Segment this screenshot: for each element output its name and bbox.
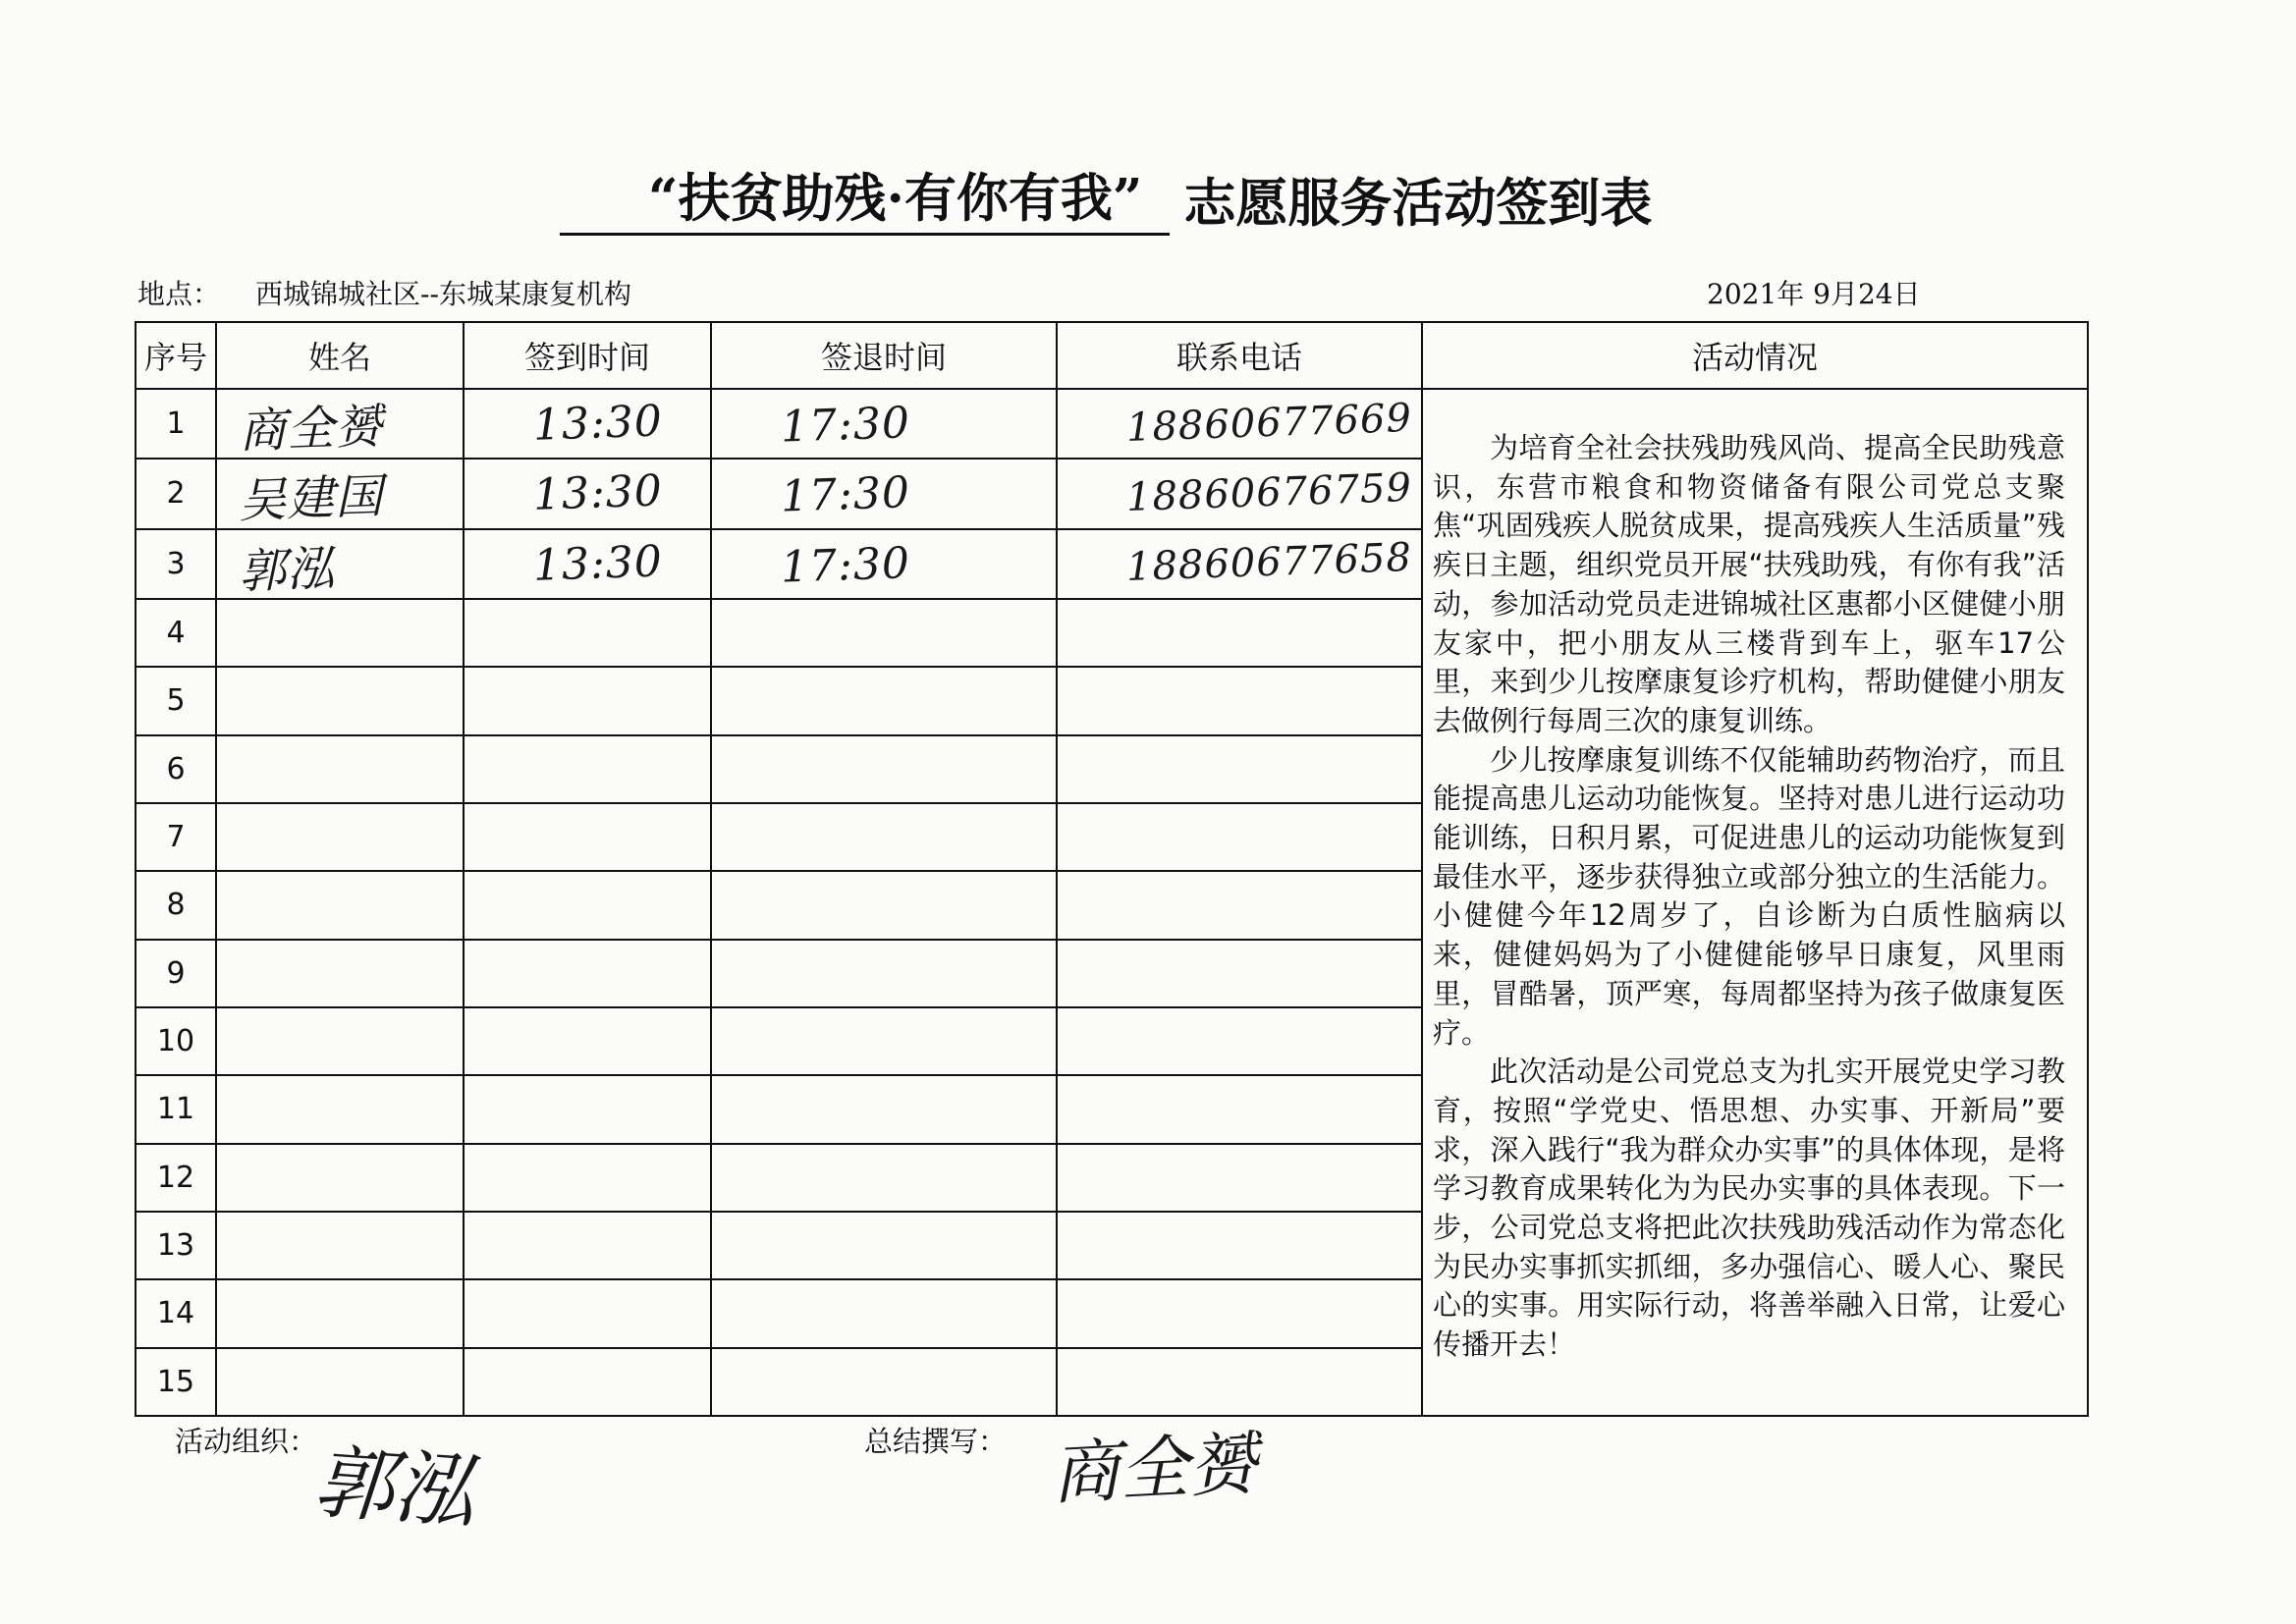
- row-checkout-time: 17:30: [780, 398, 911, 453]
- row-checkout-time-cell: [711, 599, 1057, 667]
- row-name: [217, 1378, 463, 1386]
- row-checkout-time: [712, 695, 1056, 707]
- location: [137, 273, 631, 312]
- row-number: 4: [136, 599, 216, 667]
- activity-paragraph: 此次活动是公司党总支为扎实开展党史学习教育，按照“学党史、悟思想、办实事、开新局”要求，深入践行“我为群众办实事”的具体体现，是将学习教育成果转化为为民办实事的具体表现。下一步，公司党总支将把此次扶残助残活动作为常态化为民办实事抓实抓细，多办强信心、暖人心、聚民心的实事。用实际行动，将善举融入日常，让爱心传播开去！: [1433, 1055, 2065, 1362]
- row-phone: 18860676759: [1125, 464, 1413, 520]
- row-number: 7: [136, 803, 216, 871]
- row-checkout-time: [712, 763, 1056, 775]
- row-name-cell: [216, 803, 464, 871]
- row-checkout-time-cell: [711, 389, 1057, 459]
- row-checkout-time: [712, 1308, 1056, 1320]
- row-checkout-time-cell: [711, 1348, 1057, 1416]
- row-checkin-time: 13:30: [532, 465, 664, 521]
- row-checkout-time: 17:30: [780, 467, 911, 523]
- row-name-cell: [216, 1007, 464, 1075]
- row-name: [217, 1241, 463, 1250]
- row-phone: [1058, 898, 1421, 911]
- row-name: [217, 901, 463, 910]
- row-phone-cell: [1057, 1075, 1422, 1143]
- row-name-cell: [216, 529, 464, 599]
- row-checkin-time-cell: [464, 389, 711, 459]
- summary-label: 总结撰写：: [864, 1425, 1008, 1458]
- row-checkin-time: 13:30: [532, 396, 664, 452]
- row-phone: [1058, 1376, 1421, 1388]
- row-phone: [1058, 1171, 1421, 1184]
- row-name: [217, 1106, 463, 1114]
- row-number: 12: [136, 1144, 216, 1212]
- row-phone: [1058, 1035, 1421, 1048]
- title-rest: 志愿服务活动签到表: [1183, 173, 1653, 234]
- row-checkin-time: [465, 1310, 710, 1319]
- row-checkout-time-cell: [711, 1212, 1057, 1279]
- row-checkout-time: [712, 832, 1056, 843]
- row-checkout-time-cell: [711, 803, 1057, 871]
- row-name-cell: [216, 1075, 464, 1143]
- row-name-cell: [216, 599, 464, 667]
- row-checkin-time-cell: [464, 1212, 711, 1279]
- row-name: [217, 1310, 463, 1319]
- row-name: 郭泓: [238, 541, 337, 600]
- row-checkout-time-cell: [711, 940, 1057, 1007]
- row-checkout-time-cell: [711, 1007, 1057, 1075]
- row-name-cell: [216, 1212, 464, 1279]
- row-checkout-time: [712, 899, 1056, 911]
- row-name-cell: [216, 459, 464, 528]
- row-checkin-time-cell: [464, 599, 711, 667]
- row-checkin-time: [465, 833, 710, 841]
- row-phone: [1058, 1103, 1421, 1115]
- row-checkout-time-cell: [711, 871, 1057, 939]
- table-row: [136, 389, 2088, 459]
- row-phone-cell: [1057, 940, 1422, 1007]
- row-checkin-time-cell: [464, 803, 711, 871]
- row-checkin-time-cell: [464, 529, 711, 599]
- row-checkin-time: [465, 1241, 710, 1250]
- row-checkin-time: [465, 765, 710, 774]
- activity-paragraph: 少儿按摩康复训练不仅能辅助药物治疗，而且能提高患儿运动功能恢复。坚持对患儿进行运动功能训练，日积月累，可促进患儿的运动功能恢复到最佳水平，逐步获得独立或部分独立的生活能力。小健健今年12周岁了，自诊断为白质性脑病以来，健健妈妈为了小健健能够早日康复，风里雨里，冒酷暑，顶严寒，每周都坚持为孩子做康复医疗。: [1433, 742, 2065, 1050]
- row-checkin-time: 13:30: [532, 536, 664, 591]
- table-header-row: [136, 322, 2088, 389]
- row-number: 10: [136, 1007, 216, 1075]
- row-phone: 18860677669: [1125, 395, 1413, 451]
- row-number: 1: [136, 389, 216, 459]
- row-checkout-time-cell: [711, 1075, 1057, 1143]
- row-checkin-time-cell: [464, 871, 711, 939]
- summary-signature: 商全赟: [1049, 1423, 1260, 1515]
- row-name: [217, 1037, 463, 1046]
- row-checkin-time: [465, 969, 710, 978]
- row-name-cell: [216, 389, 464, 459]
- row-number: 2: [136, 459, 216, 528]
- row-checkin-time: [465, 1037, 710, 1046]
- row-checkin-time-cell: [464, 1279, 711, 1347]
- row-number: 5: [136, 667, 216, 734]
- row-name-cell: [216, 871, 464, 939]
- row-checkin-time: [465, 1378, 710, 1386]
- row-checkout-time-cell: [711, 1144, 1057, 1212]
- row-phone-cell: [1057, 667, 1422, 734]
- row-name-cell: [216, 1279, 464, 1347]
- row-checkout-time-cell: [711, 1279, 1057, 1347]
- col-header-checkout: 签退时间: [711, 322, 1057, 389]
- row-name-cell: [216, 1348, 464, 1416]
- row-name-cell: [216, 667, 464, 734]
- row-phone: 18860677658: [1125, 535, 1413, 591]
- row-phone: [1058, 967, 1421, 980]
- activity-paragraph: 为培育全社会扶残助残风尚、提高全民助残意识，东营市粮食和物资储备有限公司党总支聚焦“巩固残疾人脱贫成果，提高残疾人生活质量”残疾日主题，组织党员开展“扶残助残，有你有我”活动，参加活动党员走进锦城社区惠都小区健健小朋友家中，把小朋友从三楼背到车上，驱车17公里，来到少儿按摩康复诊疗机构，帮助健健小朋友去做例行每周三次的康复训练。: [1433, 431, 2065, 737]
- row-name: 商全赟: [238, 399, 385, 460]
- row-checkout-time-cell: [711, 735, 1057, 803]
- row-name-cell: [216, 1144, 464, 1212]
- row-checkin-time-cell: [464, 459, 711, 528]
- row-phone-cell: [1057, 871, 1422, 939]
- row-checkin-time: [465, 628, 710, 637]
- attendance-table: [135, 321, 2089, 1417]
- row-checkin-time-cell: [464, 1007, 711, 1075]
- row-checkout-time-cell: [711, 529, 1057, 599]
- row-checkin-time-cell: [464, 940, 711, 1007]
- row-phone-cell: [1057, 1007, 1422, 1075]
- row-name: [217, 833, 463, 841]
- row-number: 9: [136, 940, 216, 1007]
- row-phone: [1058, 831, 1421, 843]
- row-checkin-time-cell: [464, 1144, 711, 1212]
- row-phone-cell: [1057, 529, 1422, 599]
- location-value: 西城锦城社区--东城某康复机构: [255, 278, 631, 310]
- organizer-signature: 郭泓: [310, 1435, 478, 1541]
- row-checkout-time: [712, 1036, 1056, 1048]
- row-phone-cell: [1057, 803, 1422, 871]
- row-checkin-time-cell: [464, 735, 711, 803]
- row-name: [217, 969, 463, 978]
- activity-cell: [1422, 389, 2088, 1416]
- row-checkin-time: [465, 1173, 710, 1182]
- row-name-cell: [216, 940, 464, 1007]
- row-phone: [1058, 695, 1421, 708]
- col-header-checkin: 签到时间: [464, 322, 711, 389]
- activity-description: [1423, 390, 2087, 1365]
- row-checkout-time: [712, 1104, 1056, 1115]
- row-number: 11: [136, 1075, 216, 1143]
- row-checkin-time: [465, 1106, 710, 1114]
- row-checkin-time: [465, 901, 710, 910]
- col-header-no: 序号: [136, 322, 216, 389]
- row-phone: [1058, 626, 1421, 639]
- row-checkout-time: [712, 1171, 1056, 1183]
- row-number: 8: [136, 871, 216, 939]
- row-phone-cell: [1057, 735, 1422, 803]
- row-phone-cell: [1057, 1279, 1422, 1347]
- row-checkout-time: [712, 1239, 1056, 1251]
- row-number: 6: [136, 735, 216, 803]
- row-checkout-time: 17:30: [780, 537, 911, 593]
- row-number: 13: [136, 1212, 216, 1279]
- row-checkin-time-cell: [464, 1075, 711, 1143]
- row-checkout-time-cell: [711, 459, 1057, 528]
- row-phone: [1058, 1239, 1421, 1252]
- page-title: [560, 157, 1669, 236]
- row-name: [217, 1173, 463, 1182]
- row-phone: [1058, 1307, 1421, 1320]
- row-number: 3: [136, 529, 216, 599]
- row-number: 14: [136, 1279, 216, 1347]
- row-name: [217, 697, 463, 706]
- row-number: 15: [136, 1348, 216, 1416]
- row-phone-cell: [1057, 389, 1422, 459]
- row-checkin-time-cell: [464, 667, 711, 734]
- row-checkin-time-cell: [464, 1348, 711, 1416]
- row-name: [217, 765, 463, 774]
- row-name: [217, 628, 463, 637]
- col-header-name: 姓名: [216, 322, 464, 389]
- row-checkout-time: [712, 1376, 1056, 1387]
- row-phone-cell: [1057, 1144, 1422, 1212]
- row-checkout-time-cell: [711, 667, 1057, 734]
- row-phone: [1058, 763, 1421, 776]
- row-phone-cell: [1057, 599, 1422, 667]
- row-phone-cell: [1057, 1348, 1422, 1416]
- title-quoted: “扶贫助残·有你有我”: [560, 166, 1170, 236]
- location-label: 地点：: [137, 278, 221, 310]
- row-checkin-time: [465, 697, 710, 706]
- row-phone-cell: [1057, 459, 1422, 528]
- row-checkout-time: [712, 627, 1056, 639]
- row-phone-cell: [1057, 1212, 1422, 1279]
- date: 2021年 9月24日: [1707, 278, 1921, 310]
- row-checkout-time: [712, 967, 1056, 979]
- row-name-cell: [216, 735, 464, 803]
- row-name: 吴建国: [238, 468, 385, 530]
- organizer-label: 活动组织：: [175, 1425, 318, 1458]
- col-header-phone: 联系电话: [1057, 322, 1422, 389]
- col-header-activity: 活动情况: [1422, 322, 2088, 389]
